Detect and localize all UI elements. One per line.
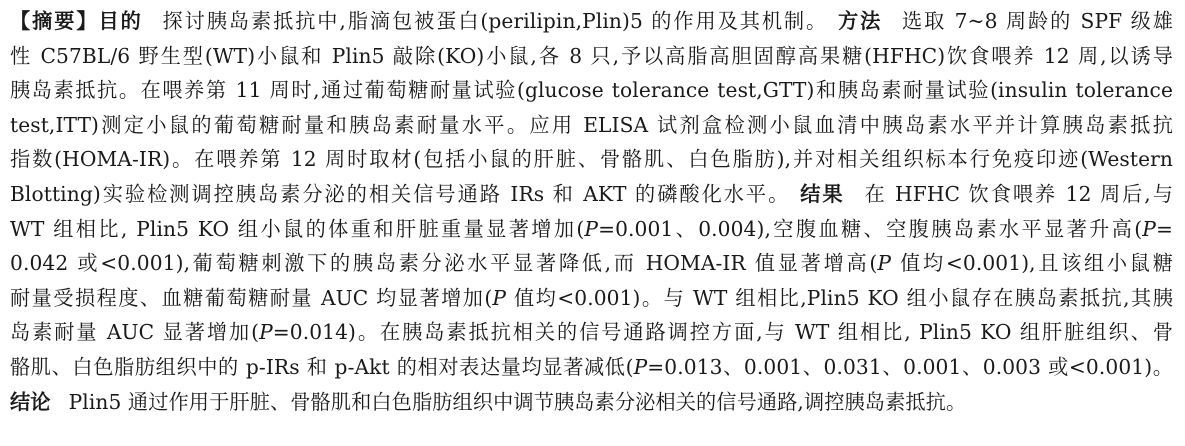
- results-text-2c: =: [1155, 216, 1173, 241]
- results-text-4a: 耐量受损程度、血糖葡萄糖耐量 AUC 均显著增加(: [10, 285, 493, 310]
- abstract-line-8: [10, 246, 1173, 281]
- conclusion-heading: 结论: [10, 389, 51, 414]
- methods-text-3: 胰岛素抵抗。在喂养第 11 周时,通过葡萄糖耐量试验(glucose tolerance test,GTT)和胰岛素耐量试验(insulin tolerance: [10, 78, 1173, 103]
- objective-heading: 目的: [98, 9, 143, 33]
- abstract-line-3: [10, 73, 1173, 108]
- results-text-3b: 值均<0.001),且该组小鼠糖: [891, 251, 1173, 276]
- objective-text: 探讨胰岛素抵抗中,脂滴包被蛋白(perilipin,Plin)5 的作用及其机制。: [160, 9, 829, 33]
- abstract-line-11: [10, 350, 1173, 385]
- abstract-line-2: [10, 39, 1173, 74]
- abstract-line-1: [10, 4, 1173, 39]
- methods-text-5: 指数(HOMA-IR)。在喂养第 12 周时取材(包括小鼠的肝脏、骨骼肌、白色脂肪),并对相关组织标本行免疫印迹(Western: [10, 147, 1173, 172]
- methods-text-2: 性 C57BL/6 野生型(WT)小鼠和 Plin5 敲除(KO)小鼠,各 8 只,予以高脂高胆固醇高果糖(HFHC)饮食喂养 12 周,以诱导: [10, 43, 1173, 68]
- results-text-6a: 骼肌、白色脂肪组织中的 p-IRs 和 p-Akt 的相对表达量均显著减低(: [10, 354, 634, 379]
- methods-heading: 方法: [836, 9, 883, 33]
- results-text-2b: =0.001、0.004),空腹血糖、空腹胰岛素水平显著升高(: [598, 216, 1143, 241]
- abstract-line-5: [10, 142, 1173, 177]
- abstract-line-6: [10, 177, 1173, 212]
- p-symbol: P: [259, 320, 273, 345]
- results-text-5a: 岛素耐量 AUC 显著增加(: [10, 320, 260, 345]
- methods-text-1: 选取 7~8 周龄的 SPF 级雄: [900, 9, 1173, 33]
- p-symbol: P: [1142, 216, 1156, 241]
- abstract-line-9: [10, 281, 1173, 316]
- abstract-label: 【摘要】: [10, 9, 99, 33]
- p-symbol: P: [633, 354, 648, 379]
- results-text-1: 在 HFHC 饮食喂养 12 周后,与: [862, 181, 1173, 206]
- results-text-5b: =0.014)。在胰岛素抵抗相关的信号通路调控方面,与 WT 组相比, Plin5 KO 组肝脏组织、骨: [272, 320, 1173, 345]
- methods-text-6: Blotting)实验检测调控胰岛素分泌的相关信号通路 IRs 和 AKT 的磷酸化水平。: [10, 181, 791, 206]
- results-heading: 结果: [798, 181, 845, 206]
- results-text-2a: WT 组相比, Plin5 KO 组小鼠的体重和肝脏重量显著增加(: [10, 216, 585, 241]
- abstract-line-12: [10, 385, 1173, 420]
- results-text-3a: 0.042 或<0.001),葡萄糖刺激下的胰岛素分泌水平显著降低,而 HOMA-IR 值显著增高(: [10, 251, 878, 276]
- conclusion-text: Plin5 通过作用于肝脏、骨骼肌和白色脂肪组织中调节胰岛素分泌相关的信号通路,调控胰岛素抵抗。: [68, 389, 967, 414]
- results-text-6b: =0.013、0.001、0.031、0.001、0.003 或<0.001)。: [647, 354, 1173, 379]
- abstract-line-7: [10, 212, 1173, 247]
- abstract-line-10: [10, 315, 1173, 350]
- p-symbol: P: [877, 251, 891, 276]
- p-symbol: P: [492, 285, 507, 310]
- p-symbol: P: [584, 216, 599, 241]
- methods-text-4: test,ITT)测定小鼠的葡萄糖耐量和胰岛素耐量水平。应用 ELISA 试剂盒检测小鼠血清中胰岛素水平并计算胰岛素抵抗: [10, 112, 1173, 137]
- results-text-4b: 值均<0.001)。与 WT 组相比,Plin5 KO 组小鼠存在胰岛素抵抗,其胰: [506, 285, 1173, 310]
- abstract-line-4: [10, 108, 1173, 143]
